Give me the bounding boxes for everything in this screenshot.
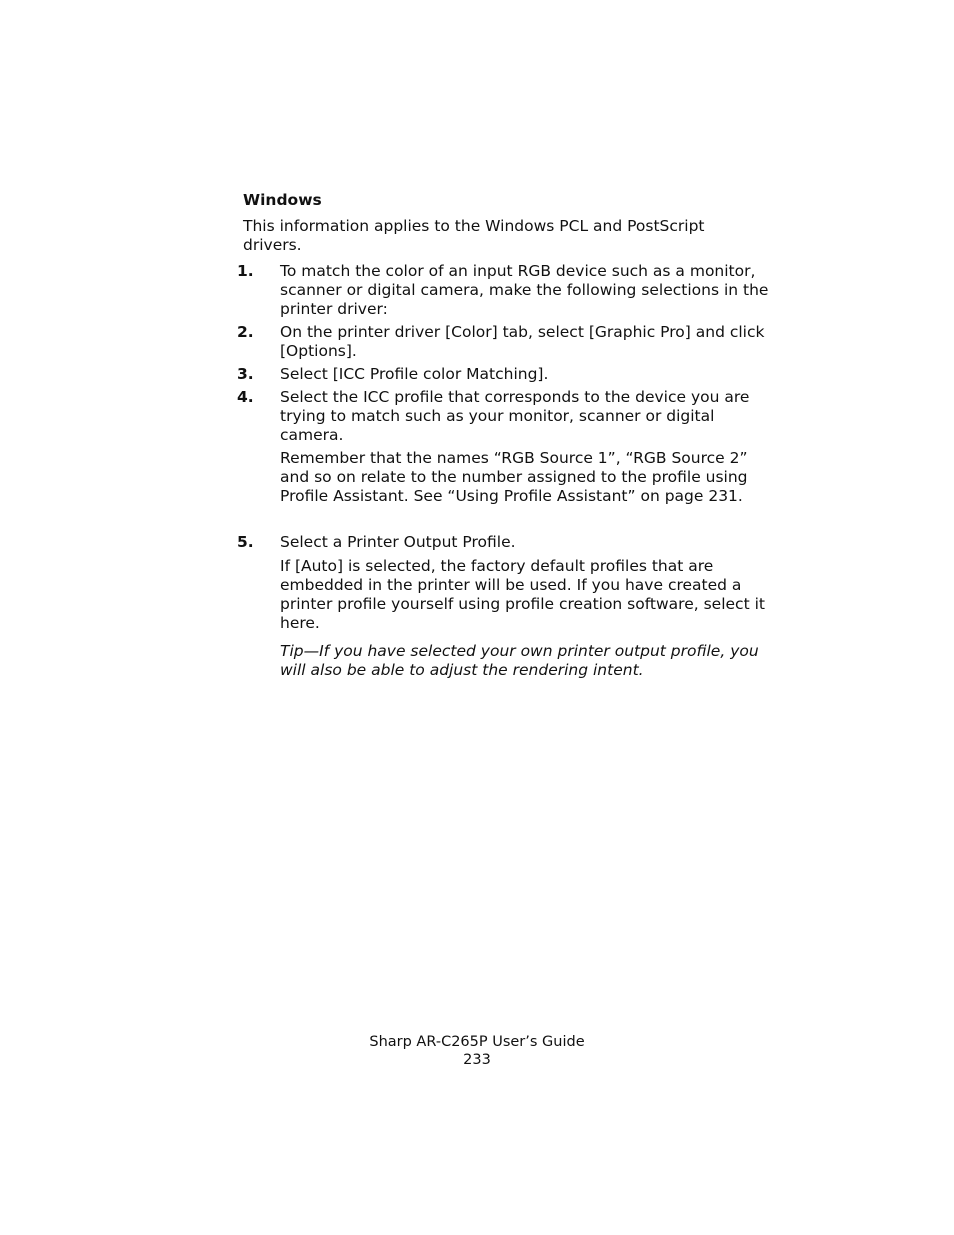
step-number: 2.: [237, 323, 254, 341]
step-text: Select the ICC profile that corresponds to the device you are trying to match such as your monitor, scanner or digital camera.: [280, 388, 750, 444]
step-note: If [Auto] is selected, the factory default profiles that are embedded in the printer will be used. If you have created a printer profile yourself using profile creation software, select it here.: [280, 557, 765, 632]
list-item: [237, 388, 780, 506]
section-heading: Windows: [243, 191, 322, 209]
step-number: 3.: [237, 365, 254, 383]
page-number: 233: [463, 1052, 491, 1068]
step-number: 1.: [237, 262, 254, 280]
list-item: [237, 365, 780, 384]
list-item: [237, 533, 780, 680]
list-item: [237, 323, 780, 361]
step-number: 4.: [237, 388, 254, 406]
step-text: To match the color of an input RGB device such as a monitor, scanner or digital camera, make the following selections in the printer driver:: [280, 262, 769, 318]
footer-title: Sharp AR-C265P User’s Guide: [369, 1034, 585, 1050]
step-note: Remember that the names “RGB Source 1”, “RGB Source 2” and so on relate to the number assigned to the profile using Profile Assistant. See “Using Profile Assistant” on page 231.: [280, 449, 748, 505]
intro-paragraph: This information applies to the Windows PCL and PostScript drivers.: [243, 217, 705, 254]
step-text: Select [ICC Profile color Matching].: [280, 365, 549, 383]
tip-text: Tip—If you have selected your own printer output profile, you will also be able to adjust the rendering intent.: [280, 642, 759, 679]
list-item: [237, 262, 780, 319]
step-text: On the printer driver [Color] tab, select [Graphic Pro] and click [Options].: [280, 323, 765, 360]
step-text: Select a Printer Output Profile.: [280, 533, 516, 551]
step-number: 5.: [237, 533, 254, 551]
